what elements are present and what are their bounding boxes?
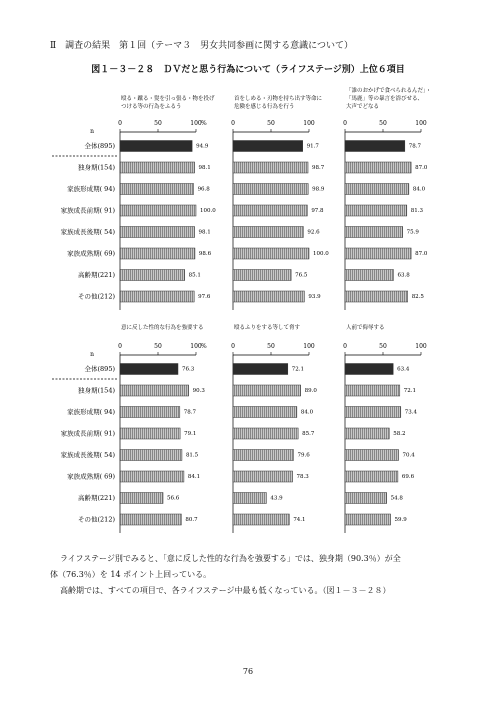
category-label: その他(212) — [78, 515, 115, 524]
category-label: 高齢期(221) — [78, 271, 115, 279]
tick-label: 50 — [379, 120, 387, 127]
panel-title: 危険を感じる行為を行う — [234, 104, 295, 110]
panel-title: 大声でどなる — [346, 104, 380, 110]
data-bar — [120, 248, 195, 259]
value-label: 78.7 — [408, 143, 422, 150]
data-bar — [345, 428, 389, 439]
panel-title: 人前で侮辱する — [346, 325, 385, 331]
panel-title: 意に反した性的な行為を強要する — [121, 325, 204, 331]
category-label: 家族成熟期( 69) — [67, 472, 115, 481]
data-bar — [345, 291, 408, 302]
tick-label: 100 — [303, 343, 315, 350]
data-bar — [233, 205, 307, 216]
value-label: 85.7 — [302, 431, 315, 437]
data-bar — [233, 162, 308, 173]
page-number: 76 — [242, 667, 254, 676]
value-label: 89.0 — [304, 388, 317, 394]
value-label: 82.5 — [411, 294, 424, 300]
value-label: 98.1 — [198, 165, 211, 171]
category-label: 全体(895) — [84, 142, 115, 150]
category-label: 家族形成期( 94) — [67, 185, 115, 193]
value-label: 79.1 — [184, 431, 197, 437]
value-label: 58.2 — [393, 431, 406, 437]
value-label: 98.9 — [312, 186, 325, 193]
data-bar — [120, 385, 189, 396]
tick-label: 50 — [267, 120, 275, 127]
value-label: 43.9 — [270, 495, 283, 502]
data-bar — [345, 450, 399, 461]
tick-label: 0 — [118, 120, 122, 127]
data-bar — [345, 493, 387, 504]
data-bar — [120, 162, 195, 173]
tick-label: 0 — [118, 343, 122, 350]
data-bar — [120, 471, 184, 482]
data-bar — [120, 291, 194, 302]
category-label: 家族成熟期( 69) — [67, 249, 115, 258]
data-bar — [233, 471, 293, 482]
paragraph-line-2: 体（76.3％）を 14 ポイント上回っている。 — [50, 570, 212, 579]
data-bar — [345, 270, 393, 281]
value-label: 98.1 — [198, 229, 211, 236]
value-label: 100.0 — [313, 251, 329, 257]
n-label: n — [90, 128, 94, 135]
data-bar — [345, 471, 398, 482]
tick-label: 100 — [190, 343, 202, 350]
value-label: 100.0 — [200, 208, 216, 214]
data-bar — [120, 428, 180, 439]
paragraph-line-1: ライフステージ別でみると、「意に反した性的な行為を強要する」では、独身期（90.3％）が全 — [60, 554, 401, 563]
value-label: 78.3 — [296, 474, 309, 480]
value-label: 56.6 — [167, 495, 180, 502]
value-label: 72.1 — [403, 388, 417, 394]
data-bar — [233, 184, 308, 195]
value-label: 87.0 — [415, 251, 428, 257]
tick-label: 100 — [190, 120, 202, 127]
value-label: 84.0 — [300, 409, 314, 416]
category-label: その他(212) — [78, 292, 115, 301]
value-label: 74.1 — [293, 517, 306, 523]
data-bar — [233, 141, 303, 152]
tick-label: 0 — [231, 343, 235, 350]
value-label: 92.6 — [307, 229, 320, 236]
data-bar — [120, 364, 178, 375]
data-bar — [233, 428, 298, 439]
data-bar — [233, 385, 301, 396]
data-bar — [120, 205, 196, 216]
data-bar — [233, 514, 289, 525]
value-label: 80.7 — [185, 517, 198, 523]
category-label: 家族成長前期( 91) — [60, 206, 115, 215]
page-header: Ⅱ 調査の結果 第１回（テーマ３ 男女共同参画に関する意識について） — [50, 41, 353, 51]
category-label: 独身期(154) — [78, 163, 115, 172]
value-label: 81.3 — [410, 208, 424, 214]
panel-title: 殴るふりをする等して脅す — [234, 325, 301, 331]
data-bar — [345, 184, 409, 195]
tick-label: 0 — [343, 120, 347, 127]
value-label: 98.7 — [312, 165, 325, 171]
data-bar — [345, 248, 411, 259]
value-label: 69.6 — [401, 474, 415, 480]
data-bar — [233, 364, 288, 375]
category-label: 高齢期(221) — [78, 494, 115, 502]
panel-title: 首をしめる・刃物を持ち出す等命に — [234, 96, 323, 102]
data-bar — [120, 407, 180, 418]
value-label: 76.5 — [295, 272, 308, 279]
value-label: 94.9 — [196, 143, 209, 150]
paragraph-line-3: 高齢期では、すべての項目で、各ライフステージ中最も低くなっている。（図１－３－２８） — [60, 586, 391, 595]
value-label: 76.3 — [181, 366, 195, 373]
category-label: 家族成長前期( 91) — [60, 429, 115, 438]
tick-label: 0 — [231, 120, 235, 127]
tick-label: 50 — [154, 343, 162, 350]
data-bar — [233, 493, 266, 504]
value-label: 84.1 — [187, 474, 201, 480]
value-label: 59.9 — [394, 517, 407, 523]
value-label: 72.1 — [291, 366, 305, 373]
data-bar — [120, 270, 185, 281]
data-bar — [120, 514, 181, 525]
value-label: 91.7 — [306, 143, 319, 150]
category-label: 家族形成期( 94) — [67, 408, 115, 416]
value-label: 93.9 — [308, 294, 321, 300]
value-label: 75.9 — [406, 229, 419, 236]
data-bar — [345, 364, 393, 375]
value-label: 63.8 — [397, 272, 410, 279]
value-label: 63.4 — [397, 366, 410, 373]
data-bar — [120, 450, 182, 461]
panel-title: 「馬鹿」等の暴言を浴びせる、 — [346, 96, 424, 102]
value-label: 97.6 — [198, 294, 211, 300]
data-bar — [120, 184, 194, 195]
category-label: 独身期(154) — [78, 386, 115, 395]
value-label: 85.1 — [188, 272, 201, 279]
value-label: 79.6 — [297, 452, 310, 459]
percent-unit: % — [201, 120, 207, 127]
data-bar — [233, 407, 297, 418]
panel-title: つける等の行為をふるう — [121, 104, 182, 110]
value-label: 97.8 — [311, 208, 324, 214]
data-bar — [345, 205, 407, 216]
value-label: 78.7 — [183, 409, 197, 416]
tick-label: 100 — [415, 343, 427, 350]
tick-label: 100 — [303, 120, 315, 127]
category-label: 全体(895) — [84, 365, 115, 373]
value-label: 70.4 — [402, 452, 415, 459]
data-bar — [120, 493, 163, 504]
tick-label: 50 — [267, 343, 275, 350]
value-label: 98.6 — [198, 251, 212, 257]
data-bar — [345, 141, 405, 152]
value-label: 96.8 — [197, 186, 210, 193]
data-bar — [345, 162, 411, 173]
value-label: 90.3 — [192, 388, 205, 394]
panel-title: 殴る・蹴る・髪を引っ張る・物を投げ — [121, 96, 215, 102]
data-bar — [233, 291, 304, 302]
tick-label: 100 — [415, 120, 427, 127]
tick-label: 50 — [154, 120, 162, 127]
data-bar — [345, 227, 403, 238]
value-label: 54.8 — [390, 495, 403, 502]
value-label: 73.4 — [404, 409, 418, 416]
data-bar — [120, 141, 192, 152]
value-label: 81.5 — [185, 452, 199, 459]
data-bar — [120, 227, 195, 238]
category-label: 家族成長後期( 54) — [60, 451, 115, 459]
data-bar — [233, 248, 309, 259]
data-bar — [233, 227, 303, 238]
figure-title: 図１－３－２８ ＤＶだと思う行為について（ライフステージ別）上位６項目 — [91, 65, 405, 75]
percent-unit: % — [201, 343, 207, 350]
tick-label: 0 — [343, 343, 347, 350]
category-label: 家族成長後期( 54) — [60, 228, 115, 236]
value-label: 84.0 — [412, 186, 426, 193]
tick-label: 50 — [379, 343, 387, 350]
panel-title: 「誰のおかげで食べられるんだ」・ — [346, 88, 432, 94]
data-bar — [233, 450, 293, 461]
data-bar — [233, 270, 291, 281]
data-bar — [345, 385, 400, 396]
data-bar — [345, 514, 391, 525]
n-label: n — [90, 351, 94, 358]
data-bar — [345, 407, 401, 418]
value-label: 87.0 — [415, 165, 428, 171]
